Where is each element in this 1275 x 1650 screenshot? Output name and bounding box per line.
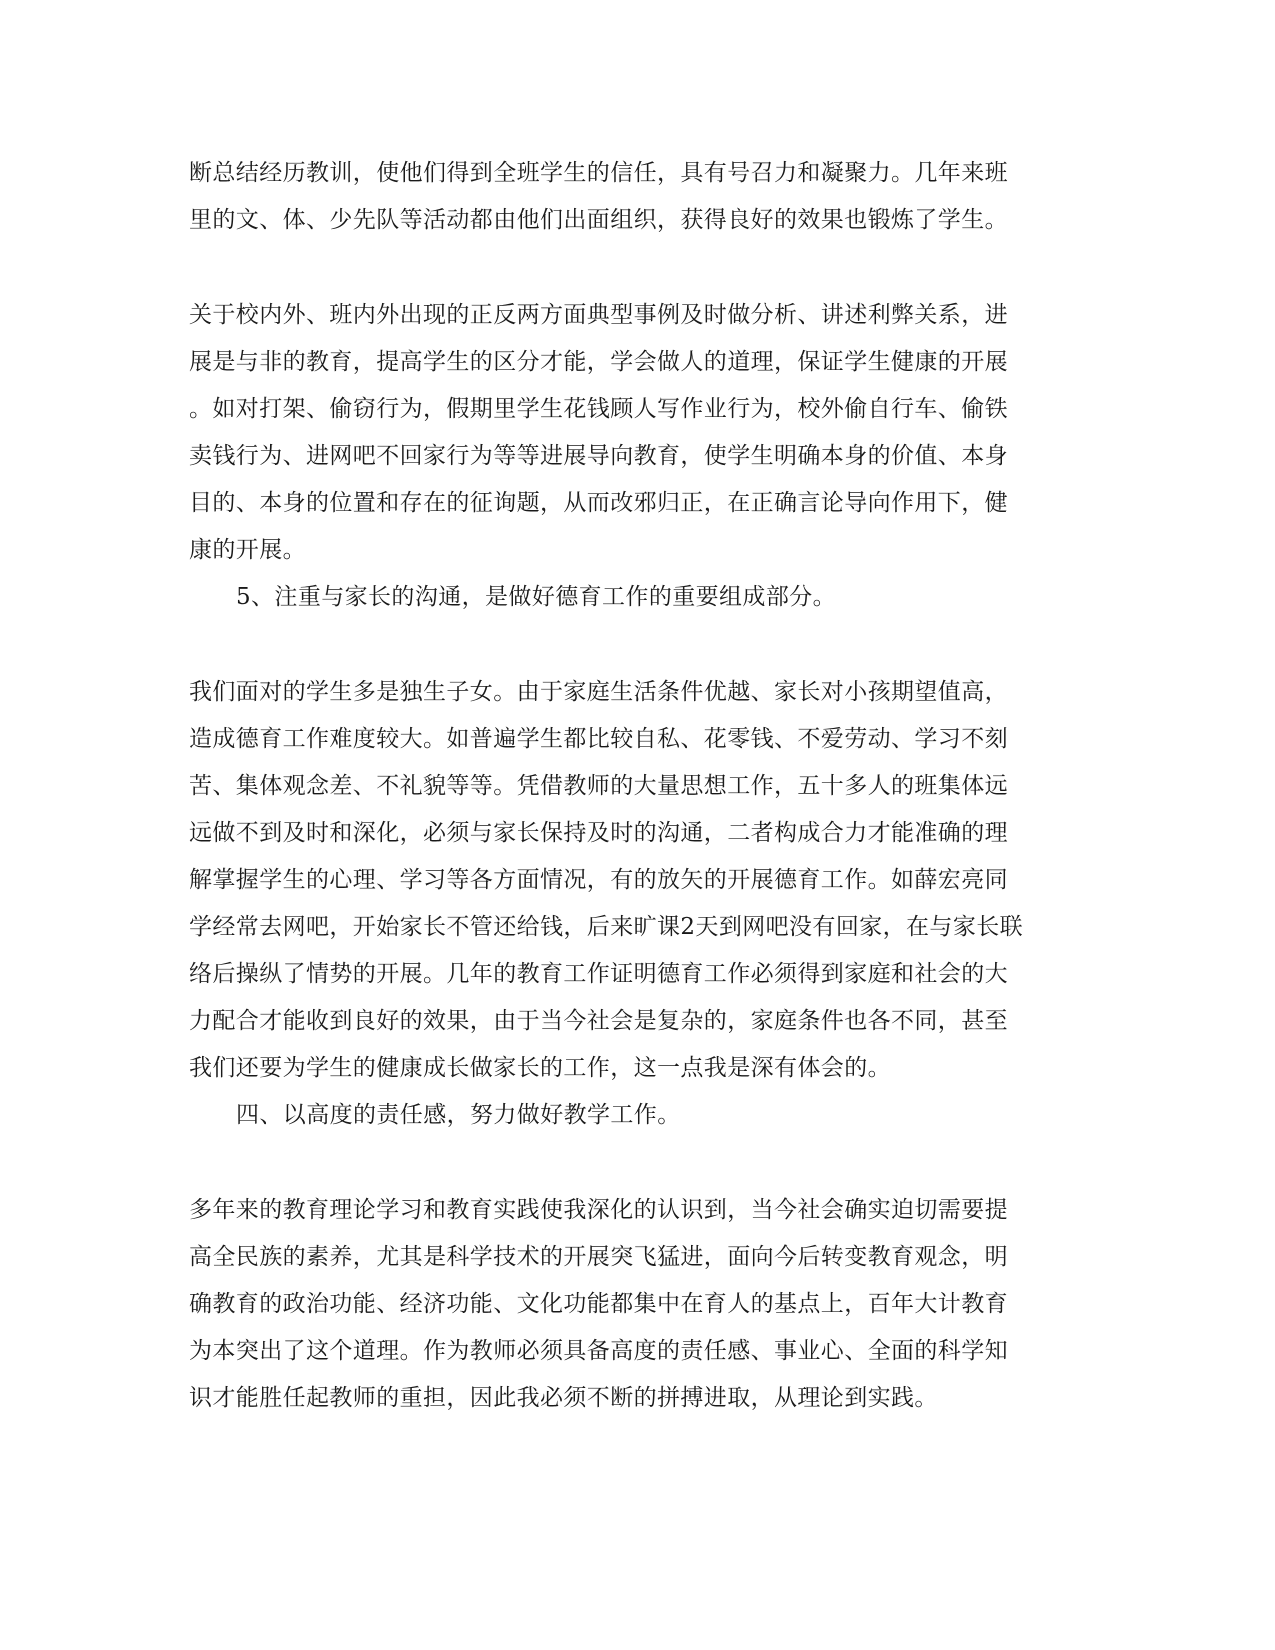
text-line: 为本突出了这个道理。作为教师必须具备高度的责任感、事业心、全面的科学知 [189,1338,1008,1364]
text-line: 卖钱行为、进网吧不回家行为等等进展导向教育，使学生明确本身的价值、本身 [189,443,1008,469]
text-line: 确教育的政治功能、经济功能、文化功能都集中在育人的基点上，百年大计教育 [189,1291,1008,1317]
text-line: 力配合才能收到良好的效果，由于当今社会是复杂的，家庭条件也各不同，甚至 [189,1008,1008,1034]
text-line: 里的文、体、少先队等活动都由他们出面组织，获得良好的效果也锻炼了学生。 [189,207,1008,233]
section-heading: 5、注重与家长的沟通，是做好德育工作的重要组成部分。 [236,584,837,610]
text-line: 解掌握学生的心理、学习等各方面情况，有的放矢的开展德育工作。如薛宏亮同 [189,867,1008,893]
text-line: 识才能胜任起教师的重担，因此我必须不断的拼搏进取，从理论到实践。 [189,1385,938,1411]
text-line: 苦、集体观念差、不礼貌等等。凭借教师的大量思想工作，五十多人的班集体远 [189,773,1008,799]
text-line: 断总结经历教训，使他们得到全班学生的信任，具有号召力和凝聚力。几年来班 [189,160,1008,186]
text-line: 学经常去网吧，开始家长不管还给钱，后来旷课2天到网吧没有回家，在与家长联 [189,914,1024,940]
text-line: 多年来的教育理论学习和教育实践使我深化的认识到，当今社会确实迫切需要提 [189,1197,1008,1223]
text-line: 展是与非的教育，提高学生的区分才能，学会做人的道理，保证学生健康的开展 [189,349,1008,375]
text-line: 。如对打架、偷窃行为，假期里学生花钱顾人写作业行为，校外偷自行车、偷铁 [189,396,1008,422]
text-line: 远做不到及时和深化，必须与家长保持及时的沟通，二者构成合力才能准确的理 [189,820,1008,846]
text-line: 造成德育工作难度较大。如普遍学生都比较自私、花零钱、不爱劳动、学习不刻 [189,726,1008,752]
text-line: 络后操纵了情势的开展。几年的教育工作证明德育工作必须得到家庭和社会的大 [189,961,1008,987]
text-line: 高全民族的素养，尤其是科学技术的开展突飞猛进，面向今后转变教育观念，明 [189,1244,1008,1270]
text-line: 康的开展。 [189,537,306,563]
text-line: 目的、本身的位置和存在的征询题，从而改邪归正，在正确言论导向作用下，健 [189,490,1008,516]
text-line: 我们面对的学生多是独生子女。由于家庭生活条件优越、家长对小孩期望值高， [189,679,1008,705]
text-line: 我们还要为学生的健康成长做家长的工作，这一点我是深有体会的。 [189,1055,891,1081]
section-heading: 四、以高度的责任感，努力做好教学工作。 [236,1102,681,1128]
text-line: 关于校内外、班内外出现的正反两方面典型事例及时做分析、讲述利弊关系，进 [189,302,1008,328]
